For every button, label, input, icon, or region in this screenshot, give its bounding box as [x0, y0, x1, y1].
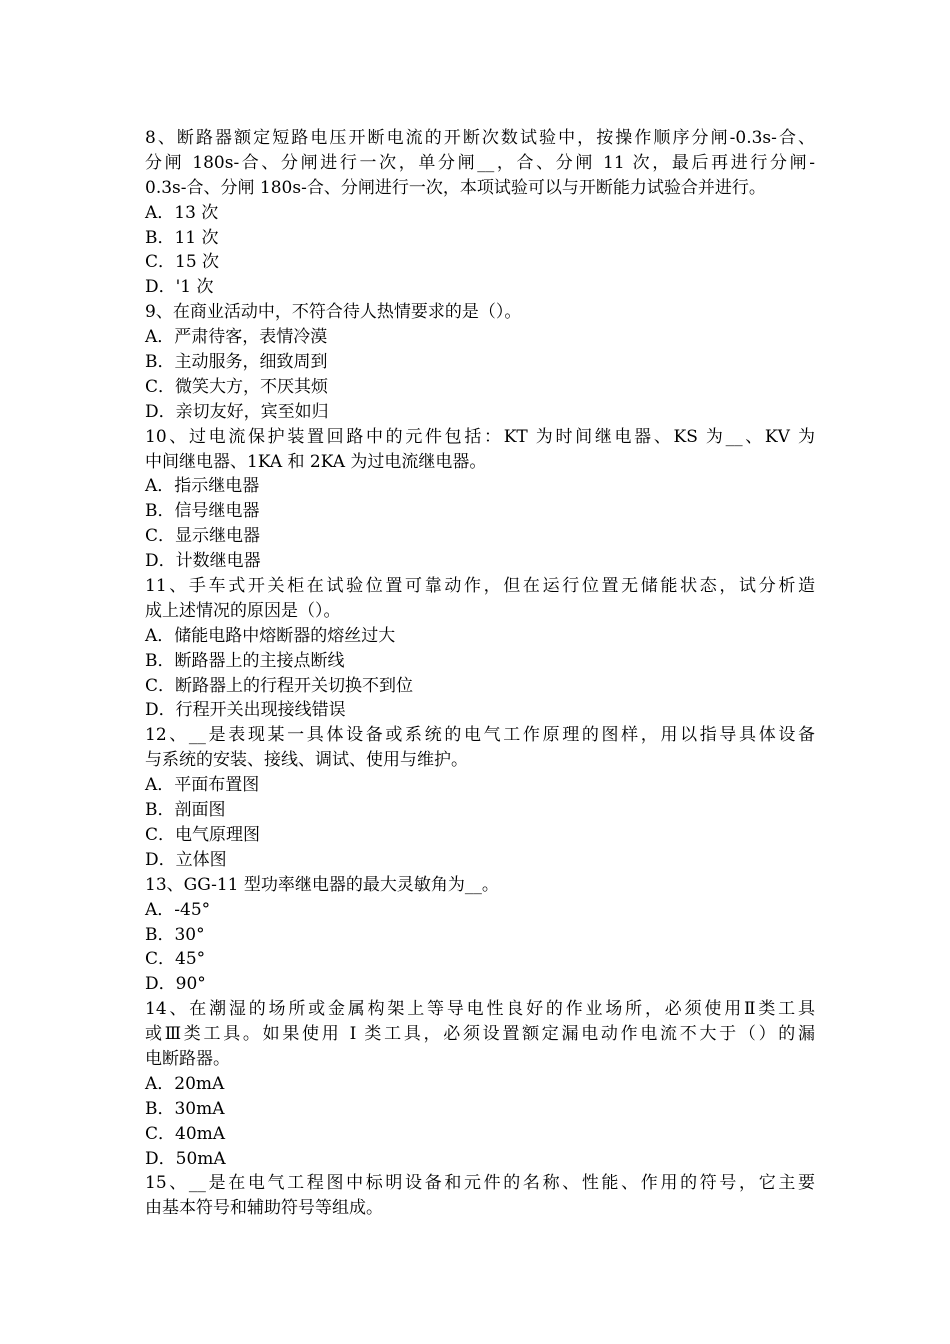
question-line: 中间继电器、1KA 和 2KA 为过电流继电器。 [145, 451, 487, 472]
question-line: 10、过电流保护装置回路中的元件包括：KT 为时间继电器、KS 为__、KV 为 [145, 426, 815, 447]
option-d: D．'1 次 [145, 277, 214, 298]
option-a: A．-45° [145, 899, 211, 920]
option-d: D．行程开关出现接线错误 [145, 700, 346, 721]
question-text [145, 1171, 815, 1221]
question-line: 9、在商业活动中，不符合待人热情要求的是（）。 [145, 302, 522, 323]
option-c: C．电气原理图 [145, 824, 261, 845]
question-11 [145, 574, 815, 723]
option-c: C．45° [145, 949, 206, 970]
question-8 [145, 126, 815, 300]
question-line: 8、断路器额定短路电压开断电流的开断次数试验中，按操作顺序分闸-0.3s-合、 [145, 128, 815, 148]
option-b: B．剖面图 [145, 800, 226, 821]
question-text [145, 425, 815, 475]
question-text [145, 574, 815, 624]
question-line: 12、__是表现某一具体设备或系统的电气工作原理的图样，用以指导具体设备 [145, 725, 815, 746]
question-line: 0.3s-合、分闸 180s-合、分闸进行一次，本项试验可以与开断能力试验合并进行。 [145, 177, 766, 198]
option-d: D．90° [145, 974, 206, 995]
question-line: 电断路器。 [145, 1048, 230, 1069]
option-d: D．计数继电器 [145, 551, 261, 572]
question-15 [145, 1171, 815, 1221]
question-12 [145, 723, 815, 872]
question-line: 由基本符号和辅助符号等组成。 [145, 1198, 383, 1219]
option-a: A．指示继电器 [145, 476, 260, 497]
option-b: B．断路器上的主接点断线 [145, 650, 345, 671]
option-d: D．50mA [145, 1148, 226, 1169]
question-line: 14、在潮湿的场所或金属构架上等导电性良好的作业场所，必须使用Ⅱ类工具 [145, 999, 815, 1020]
question-line: 11、手车式开关柜在试验位置可靠动作，但在运行位置无储能状态，试分析造 [145, 576, 815, 597]
question-line: 13、GG-11 型功率继电器的最大灵敏角为__。 [145, 874, 499, 895]
option-a: A．平面布置图 [145, 775, 260, 796]
option-a: A．20mA [145, 1073, 225, 1094]
question-line: 或Ⅲ类工具。如果使用 I 类工具，必须设置额定漏电动作电流不大于（）的漏 [145, 1024, 815, 1045]
option-a: A．13 次 [145, 202, 219, 223]
question-text [145, 300, 815, 325]
question-13 [145, 873, 815, 997]
option-b: B．主动服务，细致周到 [145, 352, 328, 373]
question-line: 分闸 180s-合、分闸进行一次，单分闸__，合、分闸 11 次，最后再进行分闸- [145, 152, 815, 173]
question-10 [145, 425, 815, 574]
question-text [145, 126, 815, 201]
option-c: C．微笑大方，不厌其烦 [145, 376, 329, 397]
option-b: B．11 次 [145, 227, 219, 248]
question-text [145, 873, 815, 898]
question-line: 与系统的安装、接线、调试、使用与维护。 [145, 750, 468, 771]
question-line: 15、__是在电气工程图中标明设备和元件的名称、性能、作用的符号，它主要 [145, 1173, 815, 1194]
option-c: C．显示继电器 [145, 526, 261, 547]
option-b: B．30mA [145, 1098, 225, 1119]
question-text [145, 723, 815, 773]
option-d: D．亲切友好，宾至如归 [145, 401, 329, 422]
option-b: B．30° [145, 924, 205, 945]
question-line: 成上述情况的原因是（）。 [145, 600, 341, 621]
question-text [145, 997, 815, 1072]
document-page [145, 126, 815, 1221]
question-14 [145, 997, 815, 1171]
option-a: A．严肃待客，表情冷漠 [145, 327, 328, 348]
option-c: C．15 次 [145, 252, 220, 273]
question-9 [145, 300, 815, 424]
option-a: A．储能电路中熔断器的熔丝过大 [145, 625, 396, 646]
option-b: B．信号继电器 [145, 501, 260, 522]
option-c: C．断路器上的行程开关切换不到位 [145, 675, 414, 696]
option-d: D．立体图 [145, 849, 227, 870]
option-c: C．40mA [145, 1123, 226, 1144]
